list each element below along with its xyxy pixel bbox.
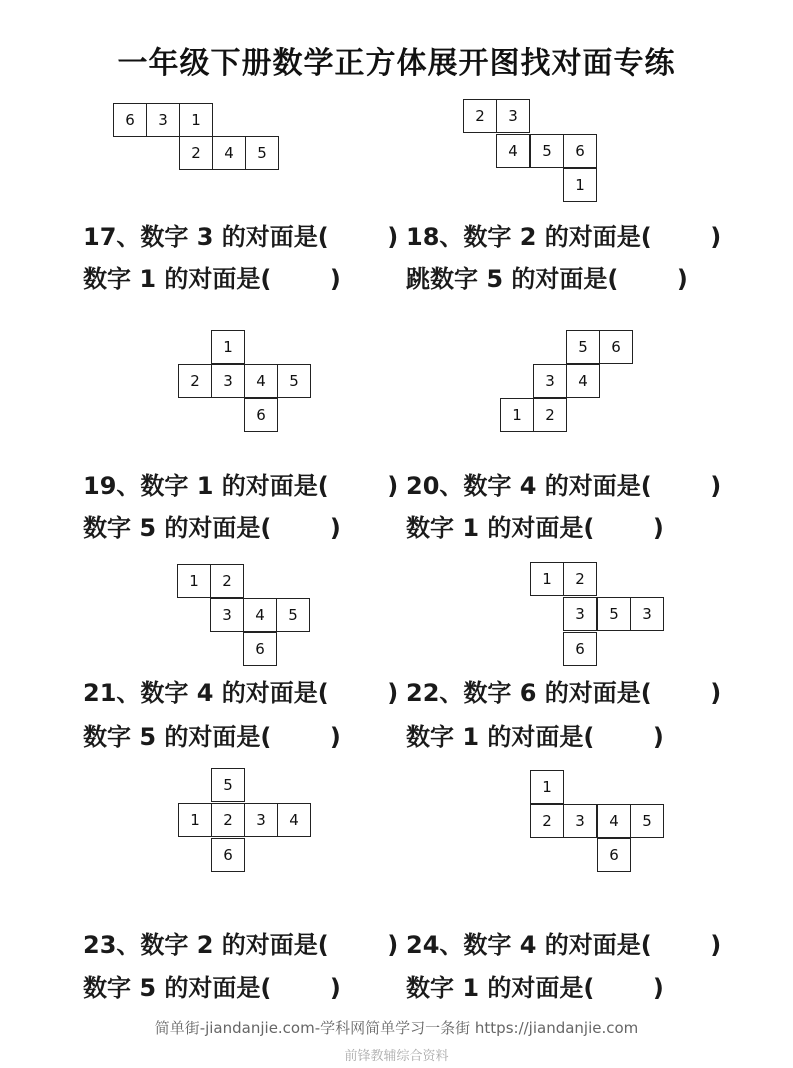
net-cell: 1 bbox=[500, 398, 534, 432]
net-cell: 1 bbox=[530, 770, 564, 804]
net-cell: 3 bbox=[210, 598, 244, 632]
question-21-a: 21、数字 4 的对面是( ) bbox=[83, 679, 399, 707]
net-cell: 1 bbox=[211, 330, 245, 364]
net-cell: 4 bbox=[597, 804, 631, 838]
net-cell: 4 bbox=[566, 364, 600, 398]
net-cell: 6 bbox=[563, 134, 597, 168]
net-cell: 3 bbox=[563, 804, 597, 838]
net-cell: 1 bbox=[179, 103, 213, 137]
question-22-b: 数字 1 的对面是( ) bbox=[406, 723, 664, 751]
question-24-a: 24、数字 4 的对面是( ) bbox=[406, 931, 722, 959]
net-cell: 2 bbox=[533, 398, 567, 432]
question-17-a: 17、数字 3 的对面是( ) bbox=[83, 223, 399, 251]
net-cell: 6 bbox=[243, 632, 277, 666]
net-cell: 5 bbox=[276, 598, 310, 632]
net-cell: 5 bbox=[630, 804, 664, 838]
net-cell: 6 bbox=[597, 838, 631, 872]
net-cell: 4 bbox=[277, 803, 311, 837]
net-cell: 6 bbox=[563, 632, 597, 666]
question-22-a: 22、数字 6 的对面是( ) bbox=[406, 679, 722, 707]
net-cell: 5 bbox=[597, 597, 631, 631]
net-cell: 6 bbox=[113, 103, 147, 137]
question-23-b: 数字 5 的对面是( ) bbox=[83, 974, 341, 1002]
question-18-b: 跳数字 5 的对面是( ) bbox=[406, 265, 688, 293]
net-cell: 3 bbox=[533, 364, 567, 398]
net-cell: 3 bbox=[496, 99, 530, 133]
question-19-b: 数字 5 的对面是( ) bbox=[83, 514, 341, 542]
net-cell: 5 bbox=[530, 134, 564, 168]
net-cell: 6 bbox=[244, 398, 278, 432]
net-cell: 3 bbox=[563, 597, 597, 631]
page-title: 一年级下册数学正方体展开图找对面专练 bbox=[117, 46, 676, 81]
question-24-b: 数字 1 的对面是( ) bbox=[406, 974, 664, 1002]
question-23-a: 23、数字 2 的对面是( ) bbox=[83, 931, 399, 959]
net-cell: 5 bbox=[566, 330, 600, 364]
net-cell: 2 bbox=[178, 364, 212, 398]
question-21-b: 数字 5 的对面是( ) bbox=[83, 723, 341, 751]
footer-watermark: 前锋教辅综合资料 bbox=[344, 1049, 449, 1064]
net-cell: 4 bbox=[212, 136, 246, 170]
net-cell: 2 bbox=[179, 136, 213, 170]
net-cell: 3 bbox=[211, 364, 245, 398]
net-cell: 6 bbox=[211, 838, 245, 872]
net-cell: 2 bbox=[563, 562, 597, 596]
net-cell: 1 bbox=[530, 562, 564, 596]
question-20-a: 20、数字 4 的对面是( ) bbox=[406, 472, 722, 500]
net-cell: 4 bbox=[496, 134, 530, 168]
net-cell: 3 bbox=[630, 597, 664, 631]
net-cell: 2 bbox=[211, 803, 245, 837]
footer-source: 简单街-jiandanjie.com-学科网简单学习一条街 https://jiandanjie.com bbox=[154, 1019, 639, 1037]
question-19-a: 19、数字 1 的对面是( ) bbox=[83, 472, 399, 500]
net-cell: 5 bbox=[277, 364, 311, 398]
net-cell: 3 bbox=[244, 803, 278, 837]
question-18-a: 18、数字 2 的对面是( ) bbox=[406, 223, 722, 251]
net-cell: 3 bbox=[146, 103, 180, 137]
net-cell: 1 bbox=[177, 564, 211, 598]
net-cell: 6 bbox=[599, 330, 633, 364]
question-17-b: 数字 1 的对面是( ) bbox=[83, 265, 341, 293]
net-cell: 5 bbox=[211, 768, 245, 802]
net-cell: 1 bbox=[178, 803, 212, 837]
net-cell: 4 bbox=[243, 598, 277, 632]
question-20-b: 数字 1 的对面是( ) bbox=[406, 514, 664, 542]
net-cell: 2 bbox=[463, 99, 497, 133]
net-cell: 2 bbox=[530, 804, 564, 838]
net-cell: 5 bbox=[245, 136, 279, 170]
net-cell: 2 bbox=[210, 564, 244, 598]
net-cell: 1 bbox=[563, 168, 597, 202]
net-cell: 4 bbox=[244, 364, 278, 398]
